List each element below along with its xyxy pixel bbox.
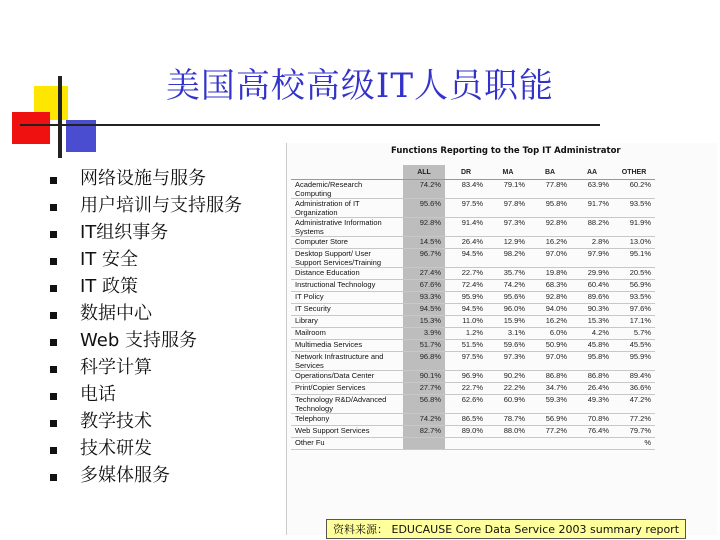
row-label: Web Support Services — [291, 426, 403, 438]
row-label: Academic/Research Computing — [291, 180, 403, 199]
table-cell: 50.9% — [529, 340, 571, 352]
table-cell: 77.8% — [529, 180, 571, 199]
table-cell: 72.4% — [445, 280, 487, 292]
table-cell: 27.4% — [403, 268, 445, 280]
slide-title: 美国高校高级IT人员职能 — [165, 66, 555, 106]
table-cell: 45.5% — [613, 340, 655, 352]
table-cell: 79.1% — [487, 180, 529, 199]
table-cell: 13.0% — [613, 237, 655, 249]
table-cell: 91.7% — [571, 199, 613, 218]
table-cell — [529, 438, 571, 450]
table-header-row — [291, 165, 655, 180]
table-cell: 74.2% — [403, 414, 445, 426]
table-cell: 97.3% — [487, 352, 529, 371]
table-cell: 83.4% — [445, 180, 487, 199]
table-row — [291, 352, 655, 371]
table-cell: 22.7% — [445, 383, 487, 395]
table-row — [291, 218, 655, 237]
table-cell: 96.0% — [487, 304, 529, 316]
table-cell: 79.7% — [613, 426, 655, 438]
table-cell: 47.2% — [613, 395, 655, 414]
table-cell: 2.8% — [571, 237, 613, 249]
table-cell — [403, 438, 445, 450]
table-cell: 17.1% — [613, 316, 655, 328]
bullet-item — [44, 247, 242, 274]
bullet-marker-icon — [50, 285, 57, 292]
bullet-item — [44, 274, 242, 301]
bullet-marker-icon — [50, 312, 57, 319]
table-cell: 95.9% — [445, 292, 487, 304]
table-cell: 76.4% — [571, 426, 613, 438]
bullet-item — [44, 328, 242, 355]
table-cell: 22.2% — [487, 383, 529, 395]
table-cell: 93.5% — [613, 292, 655, 304]
table-cell: 62.6% — [445, 395, 487, 414]
table-cell: 89.6% — [571, 292, 613, 304]
table-cell: 15.3% — [571, 316, 613, 328]
row-label: IT Security — [291, 304, 403, 316]
table-title: Functions Reporting to the Top IT Administrator — [391, 146, 621, 156]
table-cell: 15.3% — [403, 316, 445, 328]
table-cell: 29.9% — [571, 268, 613, 280]
table-row — [291, 328, 655, 340]
table-row — [291, 237, 655, 249]
table-cell: 97.3% — [487, 218, 529, 237]
bullet-marker-icon — [50, 339, 57, 346]
table-cell: 96.8% — [403, 352, 445, 371]
table-cell: 56.9% — [613, 280, 655, 292]
decor-red-square — [12, 112, 50, 144]
row-label: Instructional Technology — [291, 280, 403, 292]
row-label: Computer Store — [291, 237, 403, 249]
table-cell: 90.3% — [571, 304, 613, 316]
table-cell: 5.7% — [613, 328, 655, 340]
table-cell: 60.4% — [571, 280, 613, 292]
table-cell: 77.2% — [613, 414, 655, 426]
bullet-item — [44, 382, 242, 409]
table-cell: 97.8% — [487, 199, 529, 218]
table-row — [291, 180, 655, 199]
table-cell: 95.6% — [403, 199, 445, 218]
bullet-item — [44, 355, 242, 382]
table-cell: 12.9% — [487, 237, 529, 249]
bullet-marker-icon — [50, 258, 57, 265]
table-cell: 3.1% — [487, 328, 529, 340]
table-cell: 97.0% — [529, 249, 571, 268]
table-cell: 59.3% — [529, 395, 571, 414]
row-label: Desktop Support/ User Support Services/Training — [291, 249, 403, 268]
row-label: Administration of IT Organization — [291, 199, 403, 218]
table-cell: 14.5% — [403, 237, 445, 249]
table-cell: 97.5% — [445, 199, 487, 218]
row-label: Telephony — [291, 414, 403, 426]
bullet-text: 电话 — [80, 384, 116, 405]
table-row — [291, 304, 655, 316]
table-cell: 95.6% — [487, 292, 529, 304]
row-label: Other Fu — [291, 438, 403, 450]
table-cell: 94.5% — [445, 249, 487, 268]
table-cell: 22.7% — [445, 268, 487, 280]
bullet-marker-icon — [50, 447, 57, 454]
bullet-marker-icon — [50, 420, 57, 427]
table-cell: 90.2% — [487, 371, 529, 383]
table-cell: 94.5% — [445, 304, 487, 316]
bullet-text: 教学技术 — [80, 411, 152, 432]
table-cell: 93.5% — [613, 199, 655, 218]
table-cell: 88.0% — [487, 426, 529, 438]
table-cell: 6.0% — [529, 328, 571, 340]
table-cell: 74.2% — [403, 180, 445, 199]
table-cell: 97.6% — [613, 304, 655, 316]
functions-table-panel — [286, 143, 717, 535]
bullet-text: 数据中心 — [80, 303, 152, 324]
table-cell — [571, 438, 613, 450]
table-cell: 95.1% — [613, 249, 655, 268]
table-cell: 11.0% — [445, 316, 487, 328]
table-cell: 36.6% — [613, 383, 655, 395]
table-row — [291, 395, 655, 414]
table-cell: 34.7% — [529, 383, 571, 395]
table-cell: 94.0% — [529, 304, 571, 316]
table-cell: 51.5% — [445, 340, 487, 352]
table-cell: 4.2% — [571, 328, 613, 340]
table-cell: 95.9% — [613, 352, 655, 371]
table-cell: 51.7% — [403, 340, 445, 352]
source-note: 资料来源： EDUCAUSE Core Data Service 2003 summary report — [326, 519, 686, 539]
table-cell: 86.8% — [529, 371, 571, 383]
table-cell: 26.4% — [445, 237, 487, 249]
column-header: ALL — [403, 165, 445, 180]
table-cell: 15.9% — [487, 316, 529, 328]
bullet-text: 科学计算 — [80, 357, 152, 378]
table-cell: 67.6% — [403, 280, 445, 292]
table-cell: 97.9% — [571, 249, 613, 268]
bullet-marker-icon — [50, 366, 57, 373]
table-row — [291, 426, 655, 438]
bullet-item — [44, 409, 242, 436]
row-label: Distance Education — [291, 268, 403, 280]
bullet-item — [44, 193, 242, 220]
table-cell: 90.1% — [403, 371, 445, 383]
bullet-marker-icon — [50, 474, 57, 481]
column-header: AA — [571, 165, 613, 180]
table-cell: 27.7% — [403, 383, 445, 395]
column-header: DR — [445, 165, 487, 180]
table-cell: 35.7% — [487, 268, 529, 280]
bullet-item — [44, 166, 242, 193]
bullet-marker-icon — [50, 231, 57, 238]
table-cell: 74.2% — [487, 280, 529, 292]
table-cell: 97.0% — [529, 352, 571, 371]
column-header: OTHER — [613, 165, 655, 180]
bullet-text: 技术研发 — [80, 438, 152, 459]
bullet-list — [44, 166, 242, 490]
table-cell: 92.8% — [529, 292, 571, 304]
bullet-text: IT 安全 — [80, 249, 139, 270]
table-cell: 59.6% — [487, 340, 529, 352]
table-cell: 16.2% — [529, 316, 571, 328]
table-cell: 96.7% — [403, 249, 445, 268]
table-cell: 1.2% — [445, 328, 487, 340]
table-cell: 56.9% — [529, 414, 571, 426]
table-cell: 94.5% — [403, 304, 445, 316]
bullet-item — [44, 220, 242, 247]
table-row — [291, 199, 655, 218]
table-row — [291, 438, 655, 450]
table-row — [291, 280, 655, 292]
table-cell: 91.9% — [613, 218, 655, 237]
bullet-text: IT 政策 — [80, 276, 139, 297]
bullet-text: 网络设施与服务 — [80, 168, 206, 189]
table-cell: 68.3% — [529, 280, 571, 292]
table-cell: 98.2% — [487, 249, 529, 268]
table-cell: 78.7% — [487, 414, 529, 426]
table-cell: 82.7% — [403, 426, 445, 438]
table-cell: 95.8% — [571, 352, 613, 371]
table-row — [291, 316, 655, 328]
table-row — [291, 268, 655, 280]
table-cell: 93.3% — [403, 292, 445, 304]
table-cell: 92.8% — [403, 218, 445, 237]
bullet-marker-icon — [50, 177, 57, 184]
column-header: MA — [487, 165, 529, 180]
row-label: Operations/Data Center — [291, 371, 403, 383]
table-cell: 96.9% — [445, 371, 487, 383]
table-cell: 89.4% — [613, 371, 655, 383]
table-row — [291, 292, 655, 304]
table-row — [291, 249, 655, 268]
row-label: Administrative Information Systems — [291, 218, 403, 237]
table-cell: 45.8% — [571, 340, 613, 352]
bullet-item — [44, 301, 242, 328]
row-label: Multimedia Services — [291, 340, 403, 352]
table-cell: 19.8% — [529, 268, 571, 280]
table-cell: 97.5% — [445, 352, 487, 371]
table-cell: % — [613, 438, 655, 450]
table-cell: 60.9% — [487, 395, 529, 414]
bullet-marker-icon — [50, 204, 57, 211]
table-cell: 3.9% — [403, 328, 445, 340]
table-cell: 86.5% — [445, 414, 487, 426]
decor-horizontal-line — [20, 124, 600, 126]
functions-table — [291, 165, 655, 450]
header-blank — [291, 165, 403, 180]
table-cell: 88.2% — [571, 218, 613, 237]
table-cell: 92.8% — [529, 218, 571, 237]
table-cell: 16.2% — [529, 237, 571, 249]
row-label: Mailroom — [291, 328, 403, 340]
table-cell — [487, 438, 529, 450]
table-cell: 26.4% — [571, 383, 613, 395]
row-label: Network Infrastructure and Services — [291, 352, 403, 371]
bullet-text: 用户培训与支持服务 — [80, 195, 242, 216]
table-cell: 89.0% — [445, 426, 487, 438]
bullet-item — [44, 436, 242, 463]
table-cell: 63.9% — [571, 180, 613, 199]
bullet-text: IT组织事务 — [80, 222, 169, 243]
row-label: IT Policy — [291, 292, 403, 304]
column-header: BA — [529, 165, 571, 180]
bullet-text: Web 支持服务 — [80, 330, 197, 351]
table-cell: 95.8% — [529, 199, 571, 218]
table-cell: 56.8% — [403, 395, 445, 414]
row-label: Library — [291, 316, 403, 328]
table-cell: 49.3% — [571, 395, 613, 414]
table-cell: 77.2% — [529, 426, 571, 438]
row-label: Print/Copier Services — [291, 383, 403, 395]
table-cell: 86.8% — [571, 371, 613, 383]
table-row — [291, 340, 655, 352]
table-cell: 91.4% — [445, 218, 487, 237]
bullet-marker-icon — [50, 393, 57, 400]
row-label: Technology R&D/Advanced Technology — [291, 395, 403, 414]
bullet-item — [44, 463, 242, 490]
table-cell: 20.5% — [613, 268, 655, 280]
table-row — [291, 371, 655, 383]
table-row — [291, 383, 655, 395]
table-cell — [445, 438, 487, 450]
table-cell: 60.2% — [613, 180, 655, 199]
bullet-text: 多媒体服务 — [80, 465, 170, 486]
table-row — [291, 414, 655, 426]
table-cell: 70.8% — [571, 414, 613, 426]
